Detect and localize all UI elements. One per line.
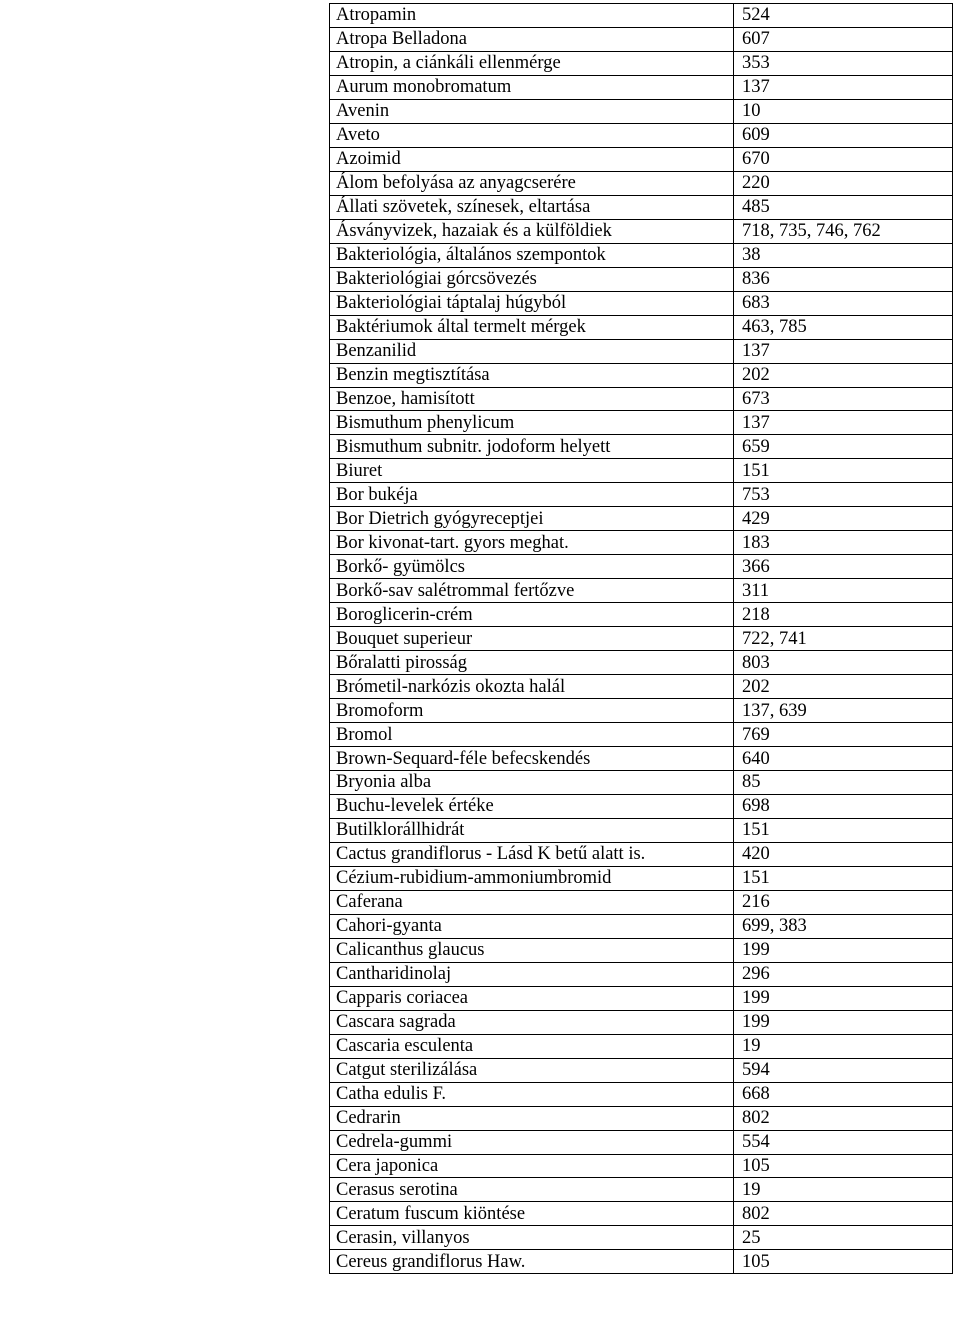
page-cell: 202 <box>734 675 953 699</box>
table-row <box>330 794 953 818</box>
table-row <box>330 1082 953 1106</box>
table-row <box>330 1250 953 1274</box>
table-row <box>330 1034 953 1058</box>
term-cell: Aurum monobromatum <box>330 75 734 99</box>
page-cell: 718, 735, 746, 762 <box>734 219 953 243</box>
page-cell: 769 <box>734 723 953 747</box>
table-row <box>330 51 953 75</box>
term-cell: Cereus grandiflorus Haw. <box>330 1250 734 1274</box>
term-cell: Cactus grandiflorus - Lásd K betű alatt is. <box>330 842 734 866</box>
term-cell: Butilklorállhidrát <box>330 818 734 842</box>
term-cell: Bismuthum phenylicum <box>330 411 734 435</box>
table-row <box>330 4 953 28</box>
term-cell: Bakteriológiai táptalaj húgyból <box>330 291 734 315</box>
table-row <box>330 1130 953 1154</box>
term-cell: Catgut sterilizálása <box>330 1058 734 1082</box>
table-row <box>330 747 953 771</box>
page-cell: 609 <box>734 123 953 147</box>
table-row <box>330 315 953 339</box>
page-cell: 311 <box>734 579 953 603</box>
table-row <box>330 291 953 315</box>
term-cell: Benzin megtisztítása <box>330 363 734 387</box>
term-cell: Borkő-sav salétrommal fertőzve <box>330 579 734 603</box>
page-cell: 802 <box>734 1106 953 1130</box>
table-row <box>330 435 953 459</box>
term-cell: Boroglicerin-crém <box>330 603 734 627</box>
page-cell: 836 <box>734 267 953 291</box>
page-cell: 722, 741 <box>734 627 953 651</box>
term-cell: Avenin <box>330 99 734 123</box>
page-cell: 216 <box>734 890 953 914</box>
table-row <box>330 219 953 243</box>
page-cell: 554 <box>734 1130 953 1154</box>
term-cell: Buchu-levelek értéke <box>330 794 734 818</box>
term-cell: Biuret <box>330 459 734 483</box>
page-cell: 183 <box>734 531 953 555</box>
term-cell: Bromol <box>330 723 734 747</box>
table-row <box>330 914 953 938</box>
page-cell: 366 <box>734 555 953 579</box>
table-row <box>330 962 953 986</box>
table-row <box>330 651 953 675</box>
term-cell: Cantharidinolaj <box>330 962 734 986</box>
term-cell: Bakteriológiai górcsövezés <box>330 267 734 291</box>
term-cell: Cahori-gyanta <box>330 914 734 938</box>
term-cell: Benzoe, hamisított <box>330 387 734 411</box>
table-row <box>330 363 953 387</box>
page-cell: 802 <box>734 1202 953 1226</box>
table-row <box>330 938 953 962</box>
table-row <box>330 555 953 579</box>
term-cell: Ásványvizek, hazaiak és a külföldiek <box>330 219 734 243</box>
page-cell: 594 <box>734 1058 953 1082</box>
term-cell: Azoimid <box>330 147 734 171</box>
table-row <box>330 147 953 171</box>
page-cell: 199 <box>734 1010 953 1034</box>
term-cell: Cerasin, villanyos <box>330 1226 734 1250</box>
page-cell: 463, 785 <box>734 315 953 339</box>
term-cell: Álom befolyása az anyagcserére <box>330 171 734 195</box>
table-row <box>330 1106 953 1130</box>
page-cell: 105 <box>734 1154 953 1178</box>
term-cell: Cedrela-gummi <box>330 1130 734 1154</box>
term-cell: Capparis coriacea <box>330 986 734 1010</box>
table-row <box>330 195 953 219</box>
page-cell: 670 <box>734 147 953 171</box>
page-cell: 151 <box>734 866 953 890</box>
page-cell: 429 <box>734 507 953 531</box>
term-cell: Bor bukéja <box>330 483 734 507</box>
page-cell: 524 <box>734 4 953 28</box>
index-table-body <box>330 4 953 1274</box>
term-cell: Caferana <box>330 890 734 914</box>
table-row <box>330 75 953 99</box>
term-cell: Brómetil-narkózis okozta halál <box>330 675 734 699</box>
table-row <box>330 1010 953 1034</box>
page-cell: 151 <box>734 818 953 842</box>
table-row <box>330 99 953 123</box>
page-cell: 803 <box>734 651 953 675</box>
table-row <box>330 699 953 723</box>
term-cell: Cézium-rubidium-ammoniumbromid <box>330 866 734 890</box>
term-cell: Atropin, a ciánkáli ellenmérge <box>330 51 734 75</box>
table-row <box>330 507 953 531</box>
page-cell: 19 <box>734 1178 953 1202</box>
term-cell: Bor Dietrich gyógyreceptjei <box>330 507 734 531</box>
term-cell: Bromoform <box>330 699 734 723</box>
term-cell: Bőralatti pirosság <box>330 651 734 675</box>
page-cell: 137 <box>734 339 953 363</box>
term-cell: Bouquet superieur <box>330 627 734 651</box>
page-cell: 698 <box>734 794 953 818</box>
page-cell: 420 <box>734 842 953 866</box>
page-cell: 202 <box>734 363 953 387</box>
table-row <box>330 339 953 363</box>
term-cell: Cascara sagrada <box>330 1010 734 1034</box>
page-cell: 699, 383 <box>734 914 953 938</box>
page-cell: 25 <box>734 1226 953 1250</box>
page-cell: 659 <box>734 435 953 459</box>
table-row <box>330 243 953 267</box>
table-row <box>330 531 953 555</box>
table-row <box>330 1226 953 1250</box>
page-cell: 683 <box>734 291 953 315</box>
table-row <box>330 842 953 866</box>
page-cell: 218 <box>734 603 953 627</box>
index-table <box>329 3 953 1274</box>
term-cell: Baktériumok által termelt mérgek <box>330 315 734 339</box>
term-cell: Calicanthus glaucus <box>330 938 734 962</box>
table-row <box>330 1154 953 1178</box>
term-cell: Bor kivonat-tart. gyors meghat. <box>330 531 734 555</box>
table-row <box>330 890 953 914</box>
term-cell: Catha edulis F. <box>330 1082 734 1106</box>
page-cell: 640 <box>734 747 953 771</box>
term-cell: Cedrarin <box>330 1106 734 1130</box>
table-row <box>330 771 953 795</box>
page-cell: 151 <box>734 459 953 483</box>
term-cell: Borkő- gyümölcs <box>330 555 734 579</box>
table-row <box>330 627 953 651</box>
table-row <box>330 1178 953 1202</box>
term-cell: Brown-Sequard-féle befecskendés <box>330 747 734 771</box>
page-cell: 753 <box>734 483 953 507</box>
page-cell: 19 <box>734 1034 953 1058</box>
term-cell: Atropa Belladona <box>330 27 734 51</box>
term-cell: Aveto <box>330 123 734 147</box>
page-cell: 485 <box>734 195 953 219</box>
page-cell: 607 <box>734 27 953 51</box>
term-cell: Bakteriológia, általános szempontok <box>330 243 734 267</box>
page-cell: 296 <box>734 962 953 986</box>
table-row <box>330 603 953 627</box>
table-row <box>330 123 953 147</box>
table-row <box>330 387 953 411</box>
table-row <box>330 1202 953 1226</box>
table-row <box>330 1058 953 1082</box>
page-cell: 105 <box>734 1250 953 1274</box>
page-cell: 38 <box>734 243 953 267</box>
table-row <box>330 723 953 747</box>
page-cell: 85 <box>734 771 953 795</box>
term-cell: Cerasus serotina <box>330 1178 734 1202</box>
page-cell: 353 <box>734 51 953 75</box>
page-cell: 220 <box>734 171 953 195</box>
page-cell: 137 <box>734 411 953 435</box>
term-cell: Atropamin <box>330 4 734 28</box>
table-row <box>330 866 953 890</box>
table-row <box>330 675 953 699</box>
page-cell: 10 <box>734 99 953 123</box>
table-row <box>330 171 953 195</box>
table-row <box>330 986 953 1010</box>
table-row <box>330 579 953 603</box>
table-row <box>330 483 953 507</box>
page-cell: 199 <box>734 986 953 1010</box>
term-cell: Ceratum fuscum kiöntése <box>330 1202 734 1226</box>
table-row <box>330 411 953 435</box>
page-cell: 137 <box>734 75 953 99</box>
table-row <box>330 27 953 51</box>
table-row <box>330 818 953 842</box>
page-cell: 673 <box>734 387 953 411</box>
table-row <box>330 459 953 483</box>
term-cell: Bismuthum subnitr. jodoform helyett <box>330 435 734 459</box>
page-cell: 137, 639 <box>734 699 953 723</box>
term-cell: Benzanilid <box>330 339 734 363</box>
page-cell: 668 <box>734 1082 953 1106</box>
term-cell: Cera japonica <box>330 1154 734 1178</box>
term-cell: Bryonia alba <box>330 771 734 795</box>
term-cell: Cascaria esculenta <box>330 1034 734 1058</box>
term-cell: Állati szövetek, színesek, eltartása <box>330 195 734 219</box>
page-cell: 199 <box>734 938 953 962</box>
table-row <box>330 267 953 291</box>
